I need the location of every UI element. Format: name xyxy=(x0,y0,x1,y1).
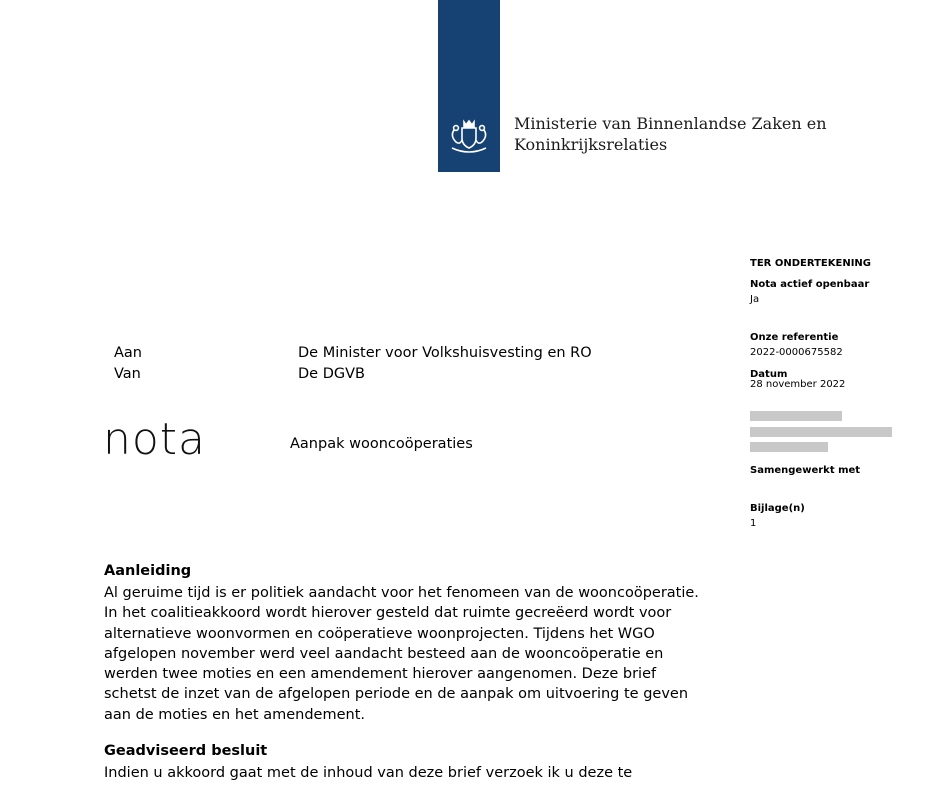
from-value: De DGVB xyxy=(298,366,365,382)
redaction-bar xyxy=(750,442,828,452)
paragraph-line: afgelopen november werd veel aandacht besteed aan de wooncoöperatie en xyxy=(104,645,664,662)
to-value: De Minister voor Volkshuisvesting en RO xyxy=(298,345,592,361)
ministry-name-line2: Koninkrijksrelaties xyxy=(514,135,668,154)
document-type-wordmark: nota xyxy=(103,414,207,465)
section-body-besluit xyxy=(104,763,744,783)
redaction-bar xyxy=(750,411,842,421)
paragraph-line: schetst de inzet van de afgelopen periode en de aanpak om uitvoering te geven xyxy=(104,686,689,703)
status-label: TER ONDERTEKENING xyxy=(750,258,871,269)
section-body-aanleiding xyxy=(104,583,744,725)
to-label: Aan xyxy=(114,345,142,361)
reference-label: Onze referentie xyxy=(750,332,839,343)
ministry-name-line1: Ministerie van Binnenlandse Zaken en xyxy=(514,114,827,133)
from-label: Van xyxy=(114,366,141,382)
ministry-name xyxy=(514,113,827,155)
crest-icon xyxy=(444,108,494,158)
paragraph-line: aan de moties en het amendement. xyxy=(104,706,365,723)
paragraph-line: Indien u akkoord gaat met de inhoud van deze brief verzoek ik u deze te xyxy=(104,765,633,781)
paragraph-line: werden twee moties en een amendement hierover aangenomen. Deze brief xyxy=(104,666,657,683)
collaboration-label: Samengewerkt met xyxy=(750,465,861,476)
paragraph-line: In het coalitieakkoord wordt hierover gesteld dat ruimte gecreëerd wordt voor xyxy=(104,605,672,622)
document-subject: Aanpak wooncoöperaties xyxy=(290,436,473,452)
section-heading-aanleiding: Aanleiding xyxy=(104,563,192,579)
reference-value: 2022-0000675582 xyxy=(750,347,843,358)
section-heading-besluit: Geadviseerd besluit xyxy=(104,743,268,759)
nota-public-label: Nota actief openbaar xyxy=(750,279,870,290)
attachments-label: Bijlage(n) xyxy=(750,503,805,514)
nota-public-value: Ja xyxy=(750,294,760,305)
attachments-value: 1 xyxy=(750,518,757,529)
paragraph-line: Al geruime tijd is er politiek aandacht voor het fenomeen van de wooncoöperatie. xyxy=(104,585,699,601)
rijksoverheid-logo-band xyxy=(438,0,500,172)
redaction-bar xyxy=(750,427,892,437)
date-value: 28 november 2022 xyxy=(750,379,846,390)
paragraph-line: alternatieve woonvormen en coöperatieve woonprojecten. Tijdens het WGO xyxy=(104,625,655,642)
date-label: Datum xyxy=(750,369,788,380)
